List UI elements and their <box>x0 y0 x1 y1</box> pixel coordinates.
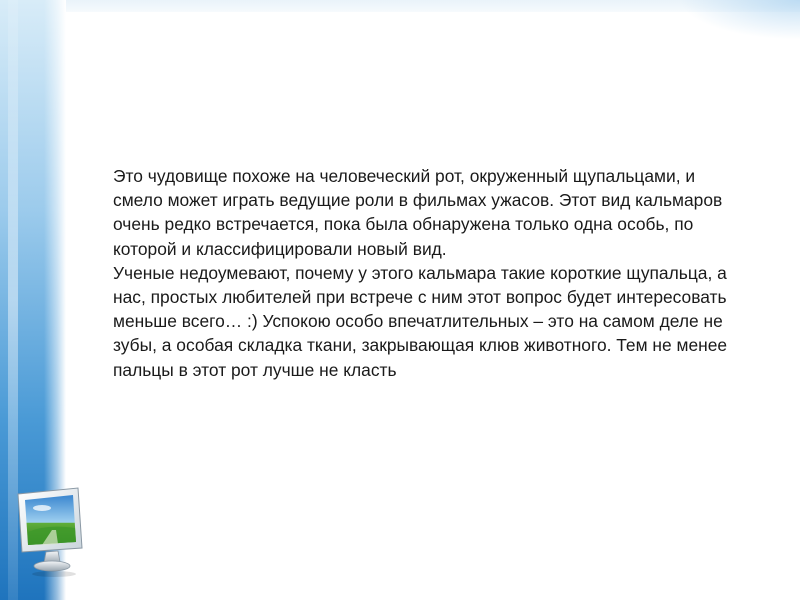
paragraph-1: Это чудовище похоже на человеческий рот, окруженный щупальцами, и смело может играть ведущие роли в фильмах ужасов. Этот вид кальмаров очень редко встречается, пока была обнаружена только одна особь, по которой и классифицировали новый вид. <box>113 166 723 259</box>
paragraph-2: Ученые недоумевают, почему у этого кальмара такие короткие щупальца, а нас, простых любителей при встрече с ним этот вопрос будет интересовать меньше всего… :) Успокою особо впечатлительных – это на самом деле не зубы, а особая складка ткани, закрывающая клюв животного. Тем не менее пальцы в этот рот лучше не класть <box>113 262 728 380</box>
top-right-glow <box>680 0 800 40</box>
slide-text-body <box>113 164 733 382</box>
computer-monitor-icon <box>12 486 92 582</box>
